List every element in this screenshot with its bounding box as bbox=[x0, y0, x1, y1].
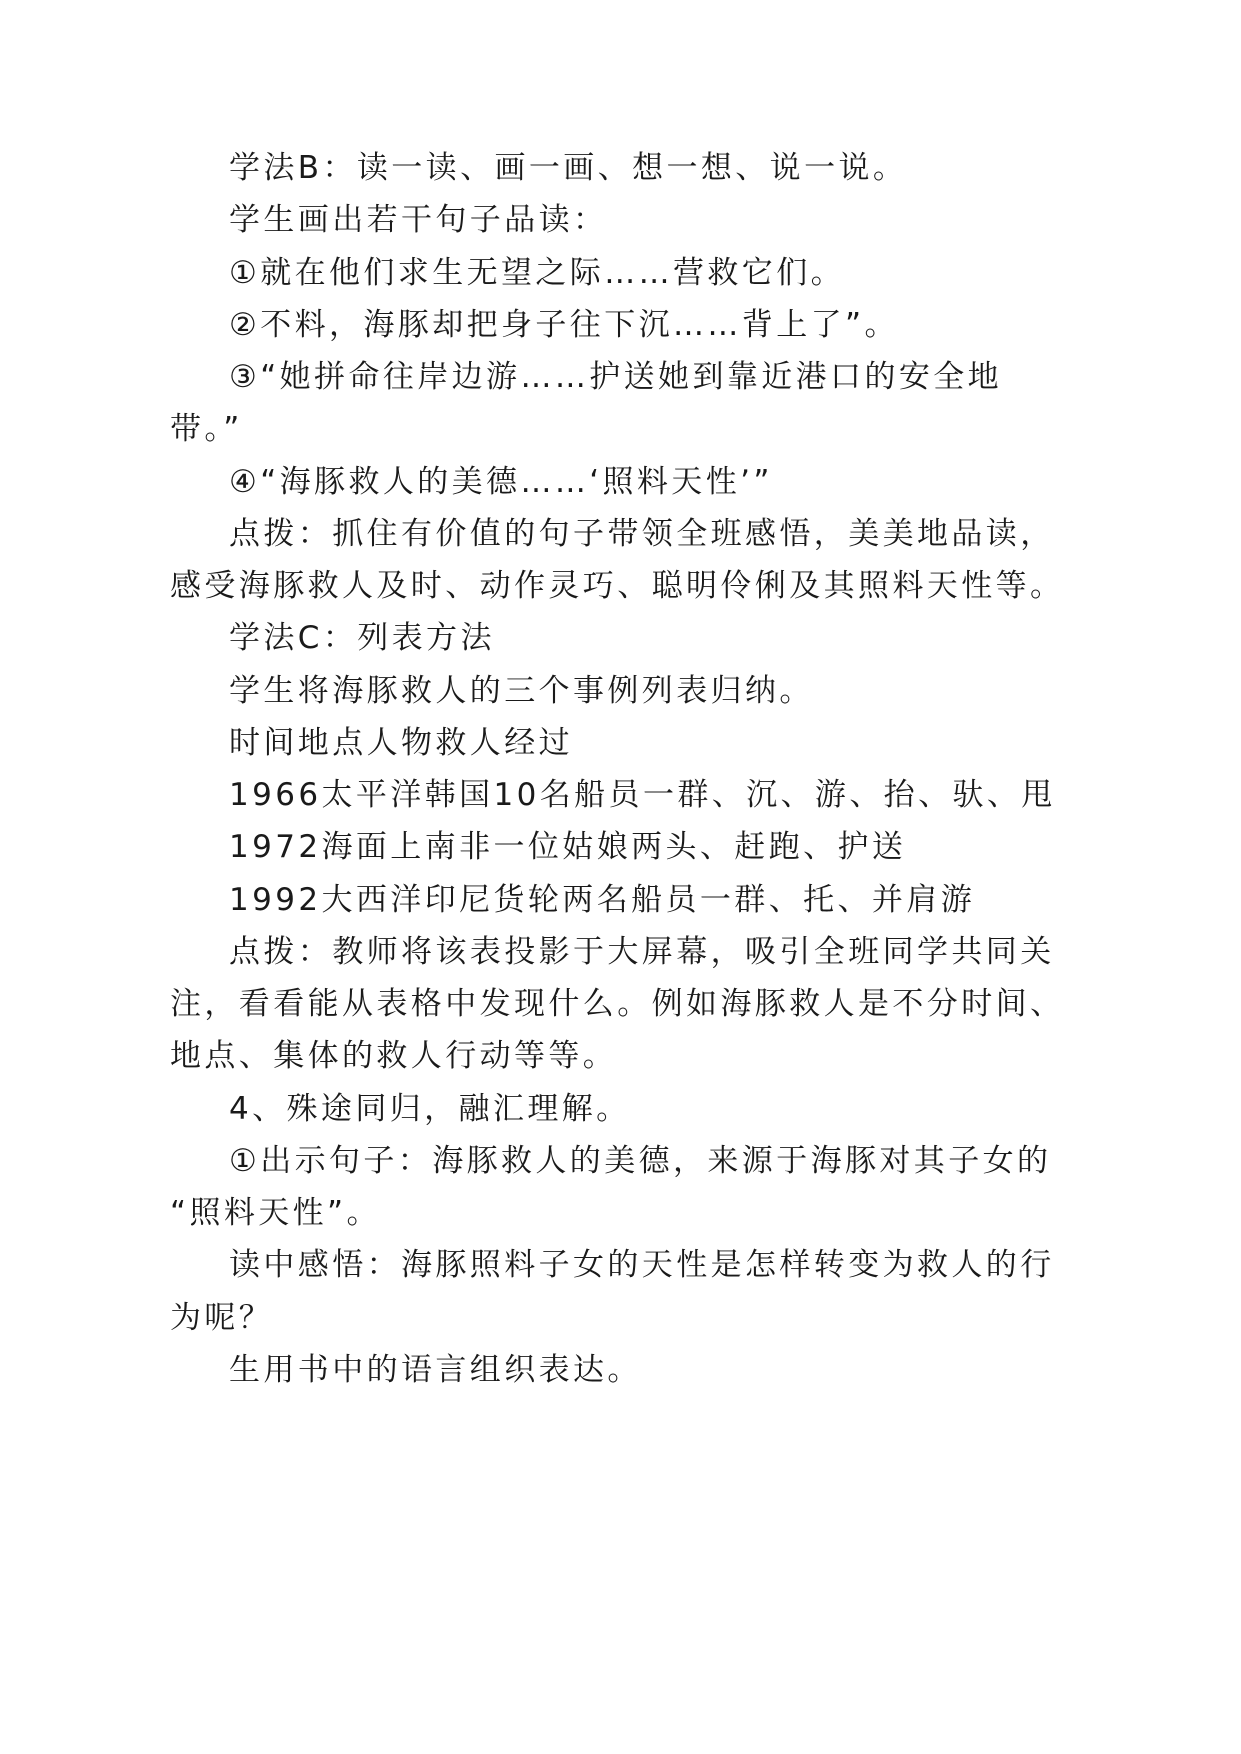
paragraph-line: 1972海面上南非一位姑娘两头、赶跑、护送 bbox=[229, 829, 907, 865]
paragraph-line: “照料天性”。 bbox=[170, 1195, 381, 1231]
paragraph-line: 时间地点人物救人经过 bbox=[229, 725, 573, 761]
paragraph-line: 读中感悟：海豚照料子女的天性是怎样转变为救人的行 bbox=[229, 1247, 1055, 1283]
paragraph-line: ①出示句子：海豚救人的美德，来源于海豚对其子女的 bbox=[229, 1143, 1052, 1179]
paragraph-line: ④“海豚救人的美德……‘照料天性’” bbox=[229, 464, 773, 500]
paragraph-line: 点拨：抓住有价值的句子带领全班感悟，美美地品读， bbox=[229, 516, 1055, 552]
paragraph-line: 地点、集体的救人行动等等。 bbox=[170, 1038, 618, 1074]
paragraph-line: ①就在他们求生无望之际……营救它们。 bbox=[229, 255, 845, 291]
paragraph-line: 为呢？ bbox=[170, 1300, 274, 1336]
paragraph-line: 点拨：教师将该表投影于大屏幕，吸引全班同学共同关 bbox=[229, 934, 1055, 970]
paragraph-line: ②不料，海豚却把身子往下沉……背上了”。 bbox=[229, 307, 899, 343]
paragraph-line: 学法B：读一读、画一画、想一想、说一说。 bbox=[229, 150, 908, 186]
paragraph-line: 学生画出若干句子品读： bbox=[229, 202, 608, 238]
paragraph-line: 1992大西洋印尼货轮两名船员一群、托、并肩游 bbox=[229, 882, 976, 918]
paragraph-line: 学法C：列表方法 bbox=[229, 620, 495, 656]
paragraph-line: 感受海豚救人及时、动作灵巧、聪明伶俐及其照料天性等。 bbox=[170, 568, 1065, 604]
paragraph-line: 1966太平洋韩国10名船员一群、沉、游、抬、驮、甩 bbox=[229, 777, 1056, 813]
paragraph-line: 学生将海豚救人的三个事例列表归纳。 bbox=[229, 673, 814, 709]
paragraph-line: 带。” bbox=[170, 411, 243, 447]
paragraph-line: ③“她拼命往岸边游……护送她到靠近港口的安全地 bbox=[229, 359, 1003, 395]
paragraph-line: 生用书中的语言组织表达。 bbox=[229, 1352, 642, 1388]
paragraph-line: 注，看看能从表格中发现什么。例如海豚救人是不分时间、 bbox=[170, 986, 1065, 1022]
paragraph-line: 4、殊途同归，融汇理解。 bbox=[229, 1091, 631, 1127]
